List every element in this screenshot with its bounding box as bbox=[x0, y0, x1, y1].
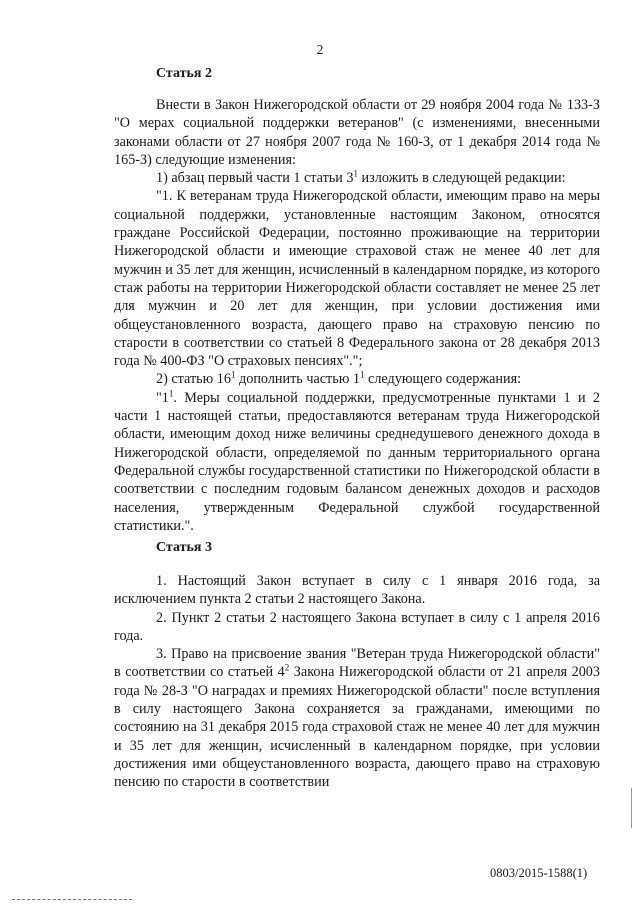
article-2-quote-2: "$1^1$. Меры социальной поддержки, предусмотренные пунктами 1 и 2 части 1 настоящей статьи, предоставляются ветеранам труда Нижегородской области, имеющим доход ниже величины среднедушевого денежного дохода в Нижегородской области, определяемой по данным территориального органа Федеральной службы государственной статистики по Нижегородской области в соответствии с последним годовым балансом денежных доходов и расходов населения, утвержденным Федеральной службой государственной статистики.". bbox=[114, 388, 600, 534]
page-number: 2 bbox=[316, 42, 324, 57]
article-2-intro: Внести в Закон Нижегородской области от 29 ноября 2004 года № 133-З "О мерах социальной поддержки ветеранов" (с изменениями, внесенными законами области от 27 ноября 2007 года № 160-З, от 1 декабря 2014 года № 165-З) следующие изменения: bbox=[114, 97, 600, 168]
article-2-item-1: 1) абзац первый части 1 статьи $3^1$ изложить в следующей редакции: bbox=[156, 168, 566, 187]
article-3-para-1: 1. Настоящий Закон вступает в силу с 1 января 2016 года, за исключением пункта 2 статьи 2 настоящего Закона. bbox=[114, 573, 600, 608]
document-code: 0803/2015-1588(1) bbox=[490, 866, 588, 880]
article-2-item-2: 2) статью $16^1$ дополнить частью $1^1$ следующего содержания: bbox=[156, 369, 522, 388]
scan-artifact-line bbox=[12, 899, 132, 901]
article-3-para-2: 2. Пункт 2 статьи 2 настоящего Закона вступает в силу с 1 апреля 2016 года. bbox=[114, 609, 600, 644]
article-2-heading: Статья 2 bbox=[156, 66, 212, 81]
article-2-quote-1: "1. К ветеранам труда Нижегородской области, имеющим право на меры социальной поддержки, установленные настоящим Законом, относятся граждане Российской Федерации, постоянно проживающие на территории Нижегородской области и имеющие страховой стаж не менее 40 лет для мужчин и 35 лет для женщин, исчисленный в календарном порядке, из которого стаж работы на территории Нижегородской области составляет не менее 25 лет для мужчин и 20 лет для женщин, при условии достижения ими общеустановленного возраста, дающего право на страховую пенсию по старости в соответствии со статьей 8 Федерального закона от 28 декабря 2013 года № 400-ФЗ "О страховых пенсиях"."; bbox=[114, 188, 600, 370]
article-3-body bbox=[114, 572, 600, 792]
article-3-para-3: 3. Право на присвоение звания "Ветеран труда Нижегородской области" в соответствии со статьей $4^2$ Закона Нижегородской области от 21 апреля 2003 года № 28-З "О наградах и премиях Нижегородской области" после вступления в силу настоящего Закона сохраняется за гражданами, имеющими по состоянию на 31 декабря 2015 года страховой стаж не менее 40 лет для мужчин и 35 лет для женщин, исчисленный в календарном порядке, при условии достижения ими общеустановленного возраста, дающего право на страховую пенсию по старости в соответствии bbox=[114, 646, 600, 791]
article-2-body bbox=[114, 96, 600, 535]
article-3-heading: Статья 3 bbox=[156, 540, 212, 555]
scan-artifact-mark bbox=[631, 788, 632, 828]
